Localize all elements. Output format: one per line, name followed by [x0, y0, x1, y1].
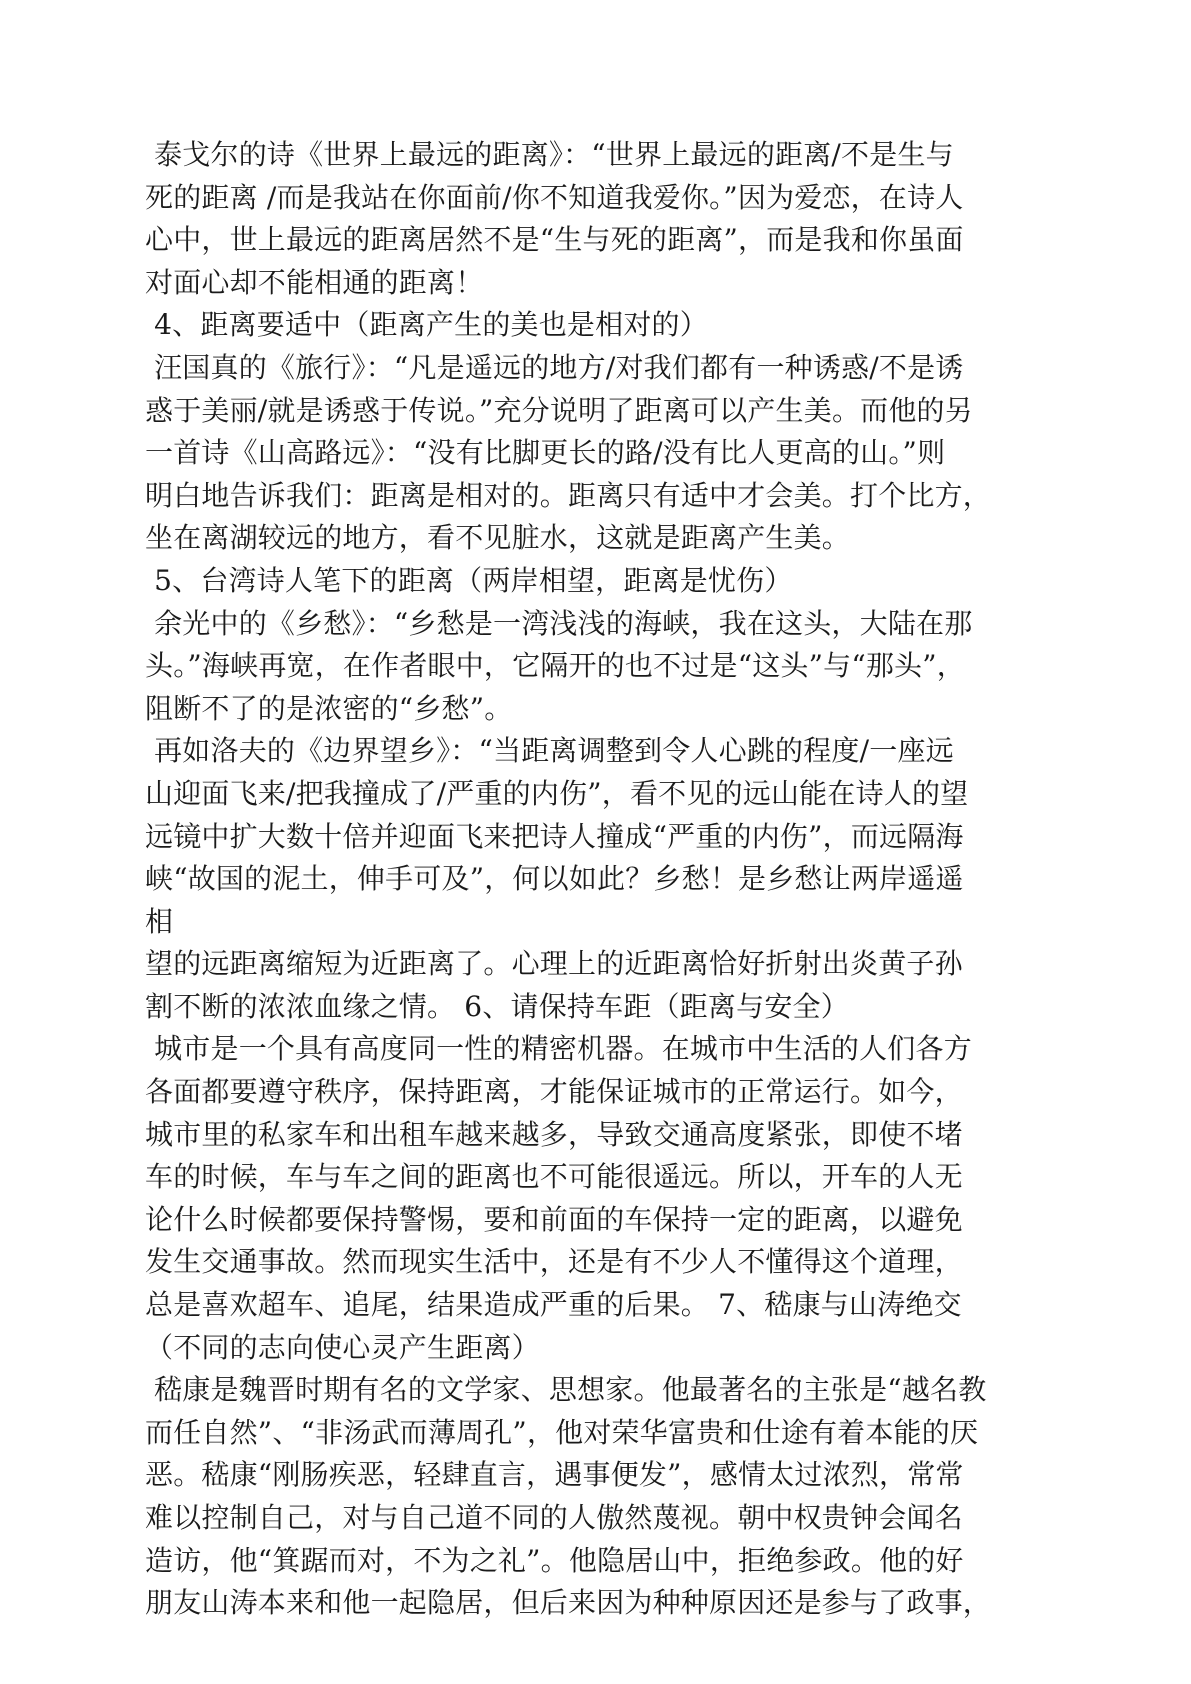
text-line: 坐在离湖较远的地方，看不见脏水，这就是距离产生美。	[145, 521, 851, 555]
text-line: 论什么时候都要保持警惕，要和前面的车保持一定的距离，以避免	[145, 1202, 963, 1236]
text-line: 望的远距离缩短为近距离了。心理上的近距离恰好折射出炎黄子孙	[145, 947, 963, 981]
text-line: 朋友山涛本来和他一起隐居，但后来因为种种原因还是参与了政事，	[145, 1586, 992, 1620]
text-line: 相	[145, 904, 174, 938]
text-line: 5、台湾诗人笔下的距离（两岸相望，距离是忧伤）	[145, 563, 793, 597]
text-line: 难以控制自己，对与自己道不同的人傲然蔑视。朝中权贵钟会闻名	[145, 1501, 963, 1534]
text-line: 对面心却不能相通的距离！	[145, 265, 484, 299]
text-line: 4、距离要适中（距离产生的美也是相对的）	[145, 308, 708, 342]
text-line: （不同的志向使心灵产生距离）	[145, 1330, 540, 1364]
text-line: 死的距离 /而是我站在你面前/你不知道我爱你。”因为爱恋，在诗人	[145, 180, 964, 214]
text-line: 心中，世上最远的距离居然不是“生与死的距离”，而是我和你虽面	[145, 223, 964, 257]
text-line: 山迎面飞来/把我撞成了/严重的内伤”，看不见的远山能在诗人的望	[145, 776, 969, 810]
text-line: 城市是一个具有高度同一性的精密机器。在城市中生活的人们各方	[145, 1032, 972, 1066]
text-line: 一首诗《山高路远》：“没有比脚更长的路/没有比人更高的山。”则	[145, 436, 946, 470]
text-line: 头。”海峡再宽，在作者眼中，它隔开的也不过是“这头”与“那头”，	[145, 649, 965, 683]
text-line: 恶。嵇康“刚肠疾恶，轻肆直言，遇事便发”，感情太过浓烈，常常	[145, 1458, 964, 1492]
text-line: 汪国真的《旅行》：“凡是遥远的地方/对我们都有一种诱惑/不是诱	[145, 350, 964, 384]
text-line: 割不断的浓浓血缘之情。 6、请保持车距（距离与安全）	[145, 989, 849, 1023]
text-line: 明白地告诉我们：距离是相对的。距离只有适中才会美。打个比方，	[145, 478, 992, 512]
text-line: 阻断不了的是浓密的“乡愁”。	[145, 691, 513, 725]
text-line: 再如洛夫的《边界望乡》：“当距离调整到令人心跳的程度/一座远	[145, 734, 954, 768]
text-line: 总是喜欢超车、追尾，结果造成严重的后果。 7、嵇康与山涛绝交	[145, 1288, 962, 1322]
text-line: 发生交通事故。然而现实生活中，还是有不少人不懂得这个道理，	[145, 1245, 963, 1279]
body-text	[145, 134, 1075, 1625]
text-line: 而任自然”、“非汤武而薄周孔”，他对荣华富贵和仕途有着本能的厌	[145, 1415, 979, 1449]
text-line: 峡“故国的泥土，伸手可及”，何以如此？乡愁！是乡愁让两岸遥遥	[145, 862, 964, 896]
text-line: 远镜中扩大数十倍并迎面飞来把诗人撞成“严重的内伤”，而远隔海	[145, 819, 964, 853]
text-line: 各面都要遵守秩序，保持距离，才能保证城市的正常运行。如今，	[145, 1075, 963, 1109]
text-line: 造访，他“箕踞而对，不为之礼”。他隐居山中，拒绝参政。他的好	[145, 1543, 964, 1577]
text-line: 惑于美丽/就是诱惑于传说。”充分说明了距离可以产生美。而他的另	[145, 393, 973, 427]
text-line: 车的时候，车与车之间的距离也不可能很遥远。所以，开车的人无	[145, 1160, 963, 1194]
text-line: 余光中的《乡愁》：“乡愁是一湾浅浅的海峡，我在这头，大陆在那	[145, 606, 973, 640]
text-line: 城市里的私家车和出租车越来越多，导致交通高度紧张，即使不堵	[145, 1117, 963, 1151]
text-line: 泰戈尔的诗《世界上最远的距离》：“世界上最远的距离/不是生与	[145, 138, 954, 171]
text-line: 嵇康是魏晋时期有名的文学家、思想家。他最著名的主张是“越名教	[145, 1373, 987, 1407]
